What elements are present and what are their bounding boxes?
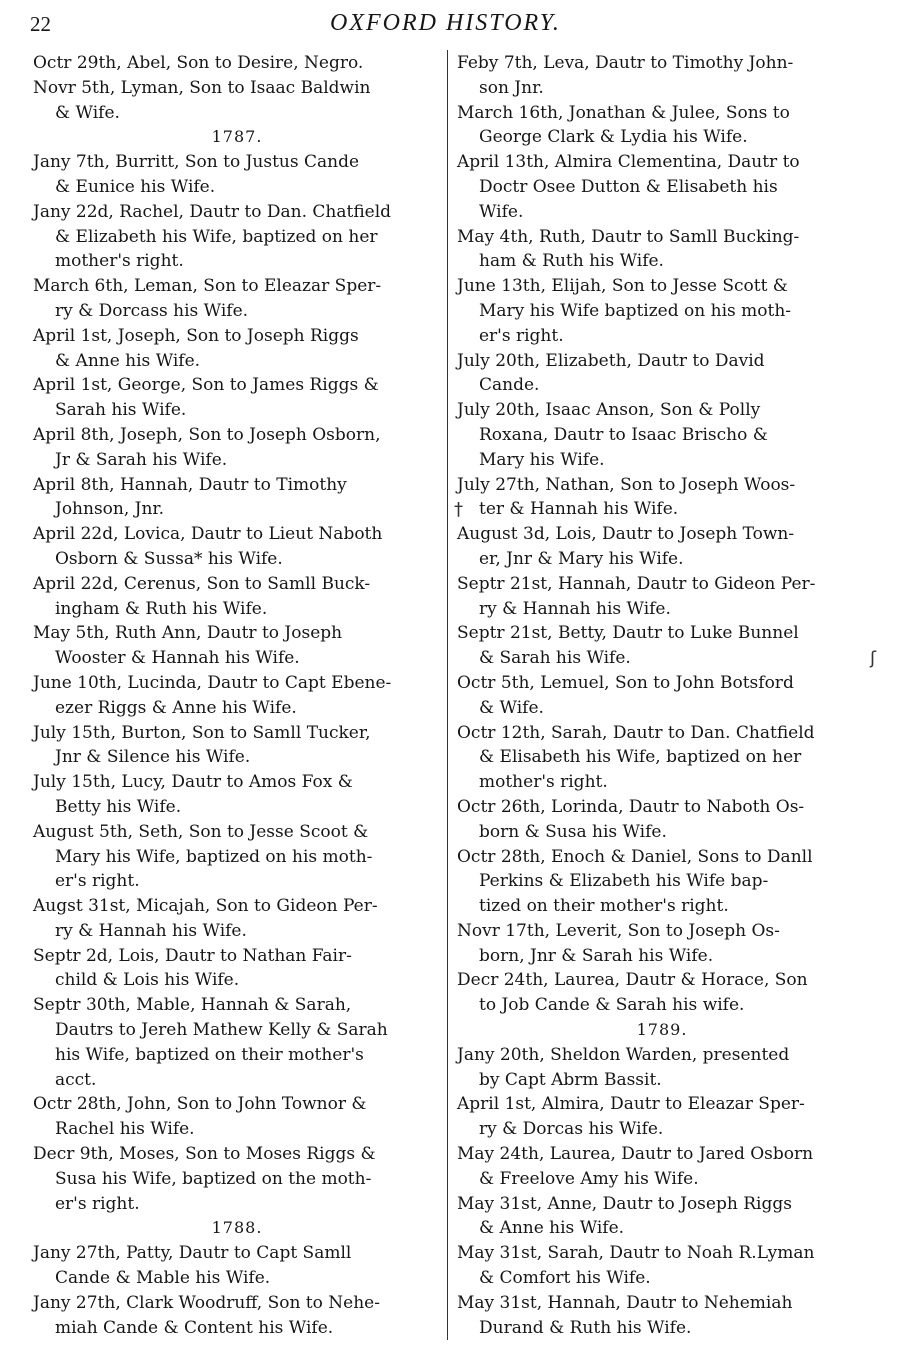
baptism-entry [33,621,441,671]
entry-line: & Wife. [55,102,120,123]
page-number: 22 [30,12,51,36]
entry-line: July 27th, Nathan, Son to Joseph Woos- [457,474,796,495]
entry-line: April 8th, Hannah, Dautr to Timothy [33,474,347,495]
baptism-entry [457,473,867,523]
entry-line: Septr 30th, Mable, Hannah & Sarah, [33,995,352,1016]
baptism-entry [457,1043,867,1093]
entry-line: Decr 24th, Laurea, Dautr & Horace, Son [457,970,808,991]
baptism-entry [33,51,441,76]
baptism-entry [33,150,441,200]
margin-mark: † [454,499,463,520]
entry-line: August 5th, Seth, Son to Jesse Scoot & [33,821,369,842]
baptism-entry [457,572,867,622]
baptism-entry [33,944,441,994]
entry-line: August 3d, Lois, Dautr to Joseph Town- [457,524,795,545]
entry-line: miah Cande & Content his Wife. [55,1317,334,1338]
entry-line: Octr 12th, Sarah, Dautr to Dan. Chatfield [457,722,815,743]
entry-line: er's right. [55,1193,140,1214]
entry-line: & Anne his Wife. [55,350,201,371]
baptism-entry [457,621,867,671]
year-heading: 1787. [211,127,263,147]
entry-line: child & Lois his Wife. [55,970,240,991]
entry-line: April 22d, Cerenus, Son to Samll Buck- [33,573,371,594]
baptism-entry [457,274,867,348]
entry-line: Jany 20th, Sheldon Warden, presented [457,1044,790,1065]
entry-line: son Jnr. [479,77,544,98]
baptism-entry [33,1291,441,1341]
page-header [0,10,900,38]
baptism-entry [457,845,867,919]
entry-line: er's right. [479,325,564,346]
baptism-entry [33,993,441,1092]
entry-line: May 24th, Laurea, Dautr to Jared Osborn [457,1144,814,1165]
baptism-entry [33,671,441,721]
entry-line: April 13th, Almira Clementina, Dautr to [457,152,800,173]
entry-line: Cande & Mable his Wife. [55,1268,271,1289]
baptism-entry [457,522,867,572]
entry-line: ry & Dorcas his Wife. [479,1119,664,1140]
entry-line: Jnr & Silence his Wife. [55,747,251,768]
entry-line: April 1st, Joseph, Son to Joseph Riggs [33,325,359,346]
entry-line: ry & Hannah his Wife. [55,920,247,941]
entry-line: Octr 29th, Abel, Son to Desire, Negro. [33,53,364,73]
baptism-entry [33,200,441,274]
baptism-entry [33,76,441,126]
baptism-entry [33,721,441,771]
baptism-entry [457,225,867,275]
year-heading: 1789. [636,1020,688,1040]
baptism-entry [33,1092,441,1142]
entry-line: & Comfort his Wife. [479,1268,651,1289]
entry-line: born & Susa his Wife. [479,821,667,842]
baptism-entry [457,1241,867,1291]
entry-line: by Capt Abrm Bassit. [479,1069,662,1090]
entry-line: ry & Dorcass his Wife. [55,300,249,321]
baptism-entry [33,572,441,622]
entry-line: Septr 21st, Betty, Dautr to Luke Bunnel [457,623,799,644]
entry-line: ezer Riggs & Anne his Wife. [55,697,297,718]
right-column [457,51,867,1340]
entry-line: Perkins & Elizabeth his Wife bap- [479,871,769,892]
entry-line: Dautrs to Jereh Mathew Kelly & Sarah [55,1020,388,1041]
entry-line: ham & Ruth his Wife. [479,251,664,272]
entry-line: May 31st, Hannah, Dautr to Nehemiah [457,1292,793,1313]
baptism-entry [457,349,867,399]
baptism-entry [457,721,867,795]
baptism-entry [457,398,867,472]
entry-line: July 15th, Lucy, Dautr to Amos Fox & [33,772,353,793]
baptism-entry [33,770,441,820]
baptism-entry [33,373,441,423]
entry-line: er, Jnr & Mary his Wife. [479,548,684,569]
entry-line: Jr & Sarah his Wife. [55,449,228,470]
baptism-entry [33,473,441,523]
entry-line: mother's right. [55,251,184,272]
margin-mark: ʃ [870,648,877,669]
entry-line: Mary his Wife, baptized on his moth- [55,846,373,867]
entry-line: & Elizabeth his Wife, baptized on her [55,226,378,247]
entry-line: Octr 28th, Enoch & Daniel, Sons to Danll [457,846,813,867]
entry-line: ingham & Ruth his Wife. [55,598,268,619]
entry-line: Jany 22d, Rachel, Dautr to Dan. Chatfield [33,201,392,222]
entry-line: & Freelove Amy his Wife. [479,1168,699,1189]
left-column [33,51,441,1340]
entry-line: ter & Hannah his Wife. [479,499,679,520]
baptism-entry [457,1291,867,1341]
entry-line: Doctr Osee Dutton & Elisabeth his [479,176,778,197]
entry-line: to Job Cande & Sarah his wife. [479,995,745,1016]
baptism-entry [457,1192,867,1242]
entry-line: ry & Hannah his Wife. [479,598,671,619]
baptism-entry [457,51,867,101]
baptism-entry [33,324,441,374]
entry-line: Jany 27th, Patty, Dautr to Capt Samll [33,1243,352,1264]
entry-line: born, Jnr & Sarah his Wife. [479,945,714,966]
entry-line: Susa his Wife, baptized on the moth- [55,1168,372,1189]
baptism-entry [457,150,867,224]
entry-line: Septr 2d, Lois, Dautr to Nathan Fair- [33,945,352,966]
baptism-entry [33,423,441,473]
entry-line: March 16th, Jonathan & Julee, Sons to [457,102,790,123]
entry-line: Jany 27th, Clark Woodruff, Son to Nehe- [33,1292,380,1313]
baptism-entry [33,522,441,572]
entry-line: Augst 31st, Micajah, Son to Gideon Per- [33,896,378,917]
entry-line: May 4th, Ruth, Dautr to Samll Bucking- [457,226,800,247]
entry-line: April 1st, Almira, Dautr to Eleazar Sper- [457,1094,805,1115]
entry-line: Cande. [479,375,540,396]
entry-line: Octr 5th, Lemuel, Son to John Botsford [457,672,794,693]
entry-line: Mary his Wife. [479,449,605,470]
entry-line: Decr 9th, Moses, Son to Moses Riggs & [33,1144,376,1165]
entry-line: Novr 5th, Lyman, Son to Isaac Baldwin [33,77,371,98]
entry-line: acct. [55,1069,97,1090]
entry-line: March 6th, Leman, Son to Eleazar Sper- [33,276,382,297]
baptism-entry [33,274,441,324]
entry-line: Mary his Wife baptized on his moth- [479,300,792,321]
entry-line: er's right. [55,871,140,892]
entry-line: July 20th, Isaac Anson, Son & Polly [457,400,761,421]
baptism-entry [457,968,867,1018]
entry-line: Feby 7th, Leva, Dautr to Timothy John- [457,53,794,73]
entry-line: Betty his Wife. [55,796,182,817]
baptism-entry [457,1092,867,1142]
entry-line: Octr 28th, John, Son to John Townor & [33,1094,367,1115]
running-title: OXFORD HISTORY. [330,10,561,36]
entry-line: Wife. [479,201,524,222]
entry-line: Osborn & Sussa* his Wife. [55,548,283,569]
entry-line: June 10th, Lucinda, Dautr to Capt Ebene- [33,672,392,693]
baptism-entry [457,671,867,721]
baptism-entry [457,1142,867,1192]
entry-line: mother's right. [479,772,608,793]
baptism-entry [33,1142,441,1216]
entry-line: Johnson, Jnr. [55,499,165,520]
entry-line: July 20th, Elizabeth, Dautr to David [457,350,765,371]
entry-line: Rachel his Wife. [55,1119,195,1140]
entry-line: Jany 7th, Burritt, Son to Justus Cande [33,152,360,173]
entry-line: April 22d, Lovica, Dautr to Lieut Naboth [33,524,383,545]
entry-line: his Wife, baptized on their mother's [55,1044,364,1065]
entry-line: April 1st, George, Son to James Riggs & [33,375,379,396]
entry-line: May 31st, Anne, Dautr to Joseph Riggs [457,1193,792,1214]
baptism-entry [457,101,867,151]
entry-line: & Sarah his Wife. [479,648,631,669]
baptism-entry [33,894,441,944]
entry-line: Wooster & Hannah his Wife. [55,648,300,669]
baptism-entry [33,1241,441,1291]
entry-line: tized on their mother's right. [479,896,729,917]
entry-line: Sarah his Wife. [55,400,187,421]
entry-line: & Anne his Wife. [479,1218,625,1239]
entry-line: April 8th, Joseph, Son to Joseph Osborn, [33,424,381,445]
entry-line: Novr 17th, Leverit, Son to Joseph Os- [457,920,780,941]
entry-line: & Elisabeth his Wife, baptized on her [479,747,802,768]
baptism-entry [457,919,867,969]
entry-line: Roxana, Dautr to Isaac Brischo & [479,424,768,445]
entry-line: George Clark & Lydia his Wife. [479,127,748,148]
entry-line: Durand & Ruth his Wife. [479,1317,692,1338]
column-divider [447,50,448,1340]
baptism-entry [457,795,867,845]
year-heading: 1788. [211,1218,263,1238]
entry-line: May 5th, Ruth Ann, Dautr to Joseph [33,623,343,644]
entry-line: May 31st, Sarah, Dautr to Noah R.Lyman [457,1243,815,1264]
entry-line: June 13th, Elijah, Son to Jesse Scott & [457,276,788,297]
entry-line: Septr 21st, Hannah, Dautr to Gideon Per- [457,573,816,594]
entry-line: Octr 26th, Lorinda, Dautr to Naboth Os- [457,796,805,817]
entry-line: July 15th, Burton, Son to Samll Tucker, [33,722,371,743]
entry-line: & Wife. [479,697,544,718]
baptism-entry [33,820,441,894]
entry-line: & Eunice his Wife. [55,176,216,197]
